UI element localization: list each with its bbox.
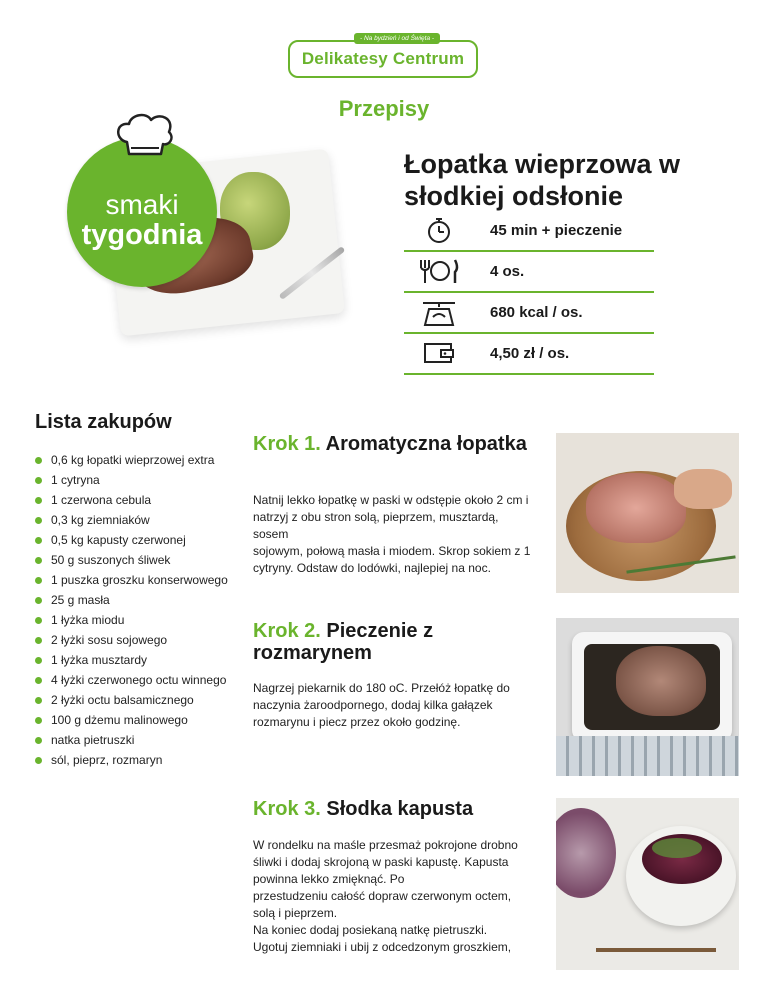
list-item: 0,6 kg łopatki wieprzowej extra [35,452,245,469]
step-3-number: Krok 3. [253,798,321,820]
raw-pork [586,473,686,543]
step-2-heading: Pieczenie z rozmarynem [253,620,434,664]
step-1-number: Krok 1. [253,433,321,455]
list-item: 0,3 kg ziemniaków [35,512,245,529]
info-price: 4,50 zł / os. [490,344,570,362]
step-1-text: Natnij lekko łopatkę w paski w odstępie około 2 cm i natrzyj z obu stron solą, pieprzem, musztardą, sosem sojowym, połową masła i miodem. Skrop sokiem z 1 cytryny. Odstaw do lodówki, najlepiej na noc. [253,493,531,575]
list-item: natka pietruszki [35,732,245,749]
chef-hat-icon [113,112,177,158]
logo-tagline: - Na bydzień i od Święta - [354,33,440,44]
step-2-text: Nagrzej piekarnik do 180 oC. Przełóż łopatkę do naczynia żaroodpornego, dodaj kilka gałązek rozmarynu i piecz przez około godzinę. [253,681,510,729]
cutlery-plate-icon [404,254,474,288]
list-item: 50 g suszonych śliwek [35,552,245,569]
info-row-time [404,210,654,252]
list-item: 1 łyżka musztardy [35,652,245,669]
shopping-list [35,452,245,772]
list-item: sól, pieprz, rozmaryn [35,752,245,769]
scale-icon [404,295,474,329]
timer-icon [404,213,474,247]
recipe-title: Łopatka wieprzowa w słodkiej odsłonie [404,149,681,211]
list-item: 100 g dżemu malinowego [35,712,245,729]
step-1-photo [556,433,739,593]
badge-line2: tygodnia [81,219,203,251]
store-logo[interactable] [288,35,478,78]
step-1-heading: Aromatyczna łopatka [325,433,527,455]
shopping-list-title: Lista zakupów [35,411,172,433]
step-3-photo [556,798,739,970]
info-time: 45 min + pieczenie [490,221,623,239]
list-item: 2 łyżki sosu sojowego [35,632,245,649]
logo-text: Delikatesy Centrum [301,49,465,68]
list-item: 1 cytryna [35,472,245,489]
red-cabbage [556,808,616,898]
info-row-price [404,333,654,375]
info-row-calories [404,292,654,334]
step-3-text: W rondelku na maśle przesmaż pokrojone drobno śliwki i dodaj skrojoną w paski kapustę. Kapusta powinna lekko zmięknąć. Po przestudzeniu całość dopraw czerwonym octem, solą i pieprzem. Na koniec dodaj posiekaną natkę pietruszki. Ugotuj ziemniaki i ubij z odcedzonym groszkiem, [253,838,518,954]
step-3-title [253,798,533,820]
list-item: 25 g masła [35,592,245,609]
knife [596,948,716,952]
section-title: Przepisy [338,96,430,121]
info-calories: 680 kcal / os. [490,303,583,321]
step-2-title [253,620,533,664]
parsley [652,838,702,858]
list-item: 4 łyżki czerwonego octu winnego [35,672,245,689]
list-item: 0,5 kg kapusty czerwonej [35,532,245,549]
list-item: 1 łyżka miodu [35,612,245,629]
step-3-heading: Słodka kapusta [326,798,474,820]
info-row-servings [404,251,654,293]
list-item: 1 puszka groszku konserwowego [35,572,245,589]
hand [674,469,732,509]
info-servings: 4 os. [490,262,525,280]
roasted-pork [616,646,706,716]
list-item: 1 czerwona cebula [35,492,245,509]
step-1-title [253,433,533,455]
kitchen-towel [556,736,739,776]
smaki-tygodnia-badge [67,137,217,287]
list-item: 2 łyżki octu balsamicznego [35,692,245,709]
badge-line1: smaki [105,189,179,220]
step-2-number: Krok 2. [253,620,321,642]
step-2-photo [556,618,739,776]
wallet-icon [404,336,474,370]
